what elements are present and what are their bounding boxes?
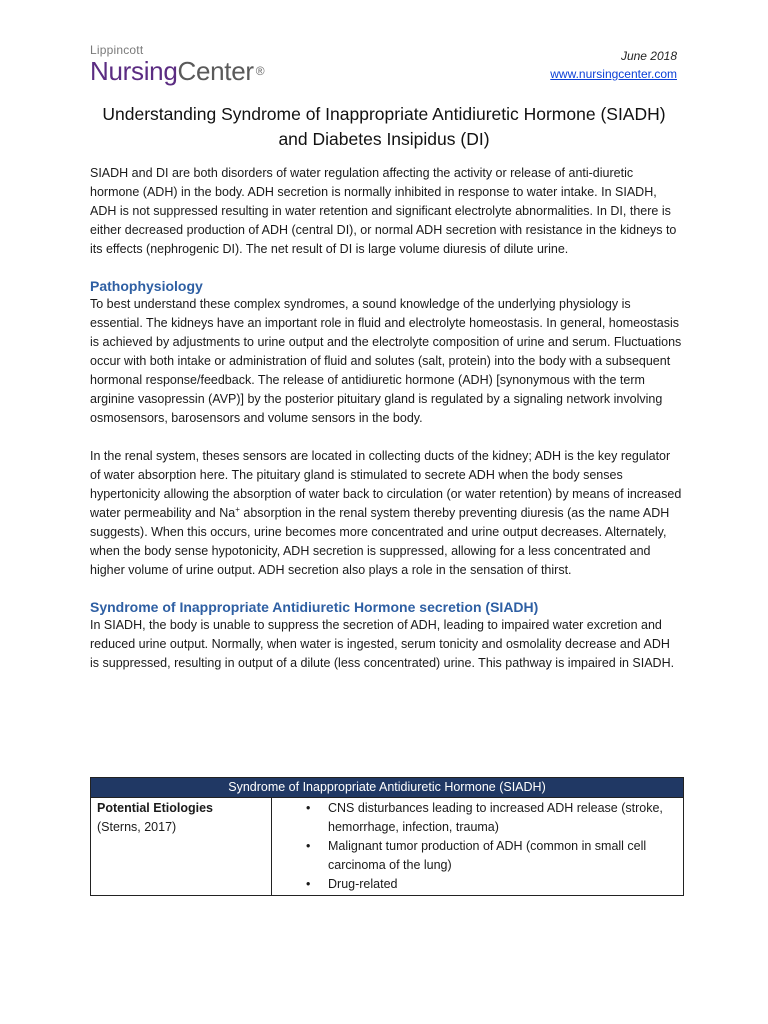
paragraph-2-part-b: absorption in the renal system thereby preventing diuresis (as the name ADH suggests). When this occurs, urine becomes more concentrated and urine output decreases. Alternately, when the body sense hypotonicity, ADH secretion is suppressed, allowing for a less concentrated and higher volume of urine output. ADH secretion also plays a role in the sensation of thirst. [90,506,670,577]
title-line-1: Understanding Syndrome of Inappropriate Antidiuretic Hormone (SIADH) [102,104,666,124]
pathophysiology-paragraph-2 [90,447,682,580]
document-body [90,164,682,673]
siadh-table [90,777,684,896]
etiologies-citation: (Sterns, 2017) [97,820,177,834]
intro-paragraph: SIADH and DI are both disorders of water regulation affecting the activity or release of anti-diuretic hormone (ADH) in the body. ADH secretion is normally inhibited in response to water intake. In SIADH, ADH is not suppressed resulting in water retention and significant electrolyte abnormalities. In DI, there is either decreased production of ADH (central DI), or normal ADH secretion with resistance in the kidneys to its effects (nephrogenic DI). The net result of DI is large volume diuresis of dilute urine. [90,166,677,256]
paragraph-2-part-a: In the renal system, theses sensors are located in collecting ducts of the kidney; ADH is the key regulator of water absorption here. The pituitary gland is stimulated to secrete ADH when the body senses hypertonicity allowing the absorption of water back to circulation (or water retention) by means of increased water permeability and Na [90,449,682,520]
list-item: • Malignant tumor production of ADH (common in small cell carcinoma of the lung) [328,837,677,875]
logo-lippincott-text: Lippincott [90,43,144,57]
etiologies-list [278,799,677,894]
logo-registered-mark: ® [255,64,265,78]
siadh-table-header: Syndrome of Inappropriate Antidiuretic Hormone (SIADH) [91,778,684,798]
etiologies-label: Potential Etiologies [97,801,213,815]
logo-wordmark [90,57,264,85]
website-link[interactable]: www.nursingcenter.com [550,67,677,81]
pathophysiology-heading: Pathophysiology [90,278,203,294]
document-title [90,102,678,152]
siadh-paragraph: In SIADH, the body is unable to suppress the secretion of ADH, leading to impaired water excretion and reduced urine output. Normally, when water is ingested, serum tonicity and osmolality decrease and ADH is suppressed, resulting in output of a dilute (less concentrated) urine. This pathway is impaired in SIADH. [90,618,675,670]
title-line-2: and Diabetes Insipidus (DI) [278,129,490,149]
logo-nursing-text: Nursing [90,56,178,86]
etiologies-list-cell [272,798,684,896]
list-item: • CNS disturbances leading to increased ADH release (stroke, hemorrhage, infection, trauma) [328,799,677,837]
siadh-heading: Syndrome of Inappropriate Antidiuretic Hormone secretion (SIADH) [90,599,539,615]
sodium-superscript: + [235,504,240,514]
etiologies-label-cell [91,798,272,896]
list-item: • Drug-related [328,875,677,894]
nursingcenter-logo [90,44,264,85]
pathophysiology-paragraph-1: To best understand these complex syndromes, a sound knowledge of the underlying physiology is essential. The kidneys have an important role in fluid and electrolyte homeostasis. In general, homeostasis is achieved by adjustments to urine output and the electrolyte composition of urine and serum. Fluctuations occur with both intake or administration of fluid and solutes (salt, protein) into the body with a subsequent hormonal response/feedback. The release of antidiuretic hormone (ADH) [synonymous with the term arginine vasopressin (AVP)] by the posterior pituitary gland is regulated by a signaling network involving osmosensors, barosensors and volume sensors in the body. [90,297,682,425]
header-meta [550,47,677,83]
table-row [91,798,684,896]
document-date: June 2018 [620,49,677,63]
logo-center-text: Center [177,56,254,86]
